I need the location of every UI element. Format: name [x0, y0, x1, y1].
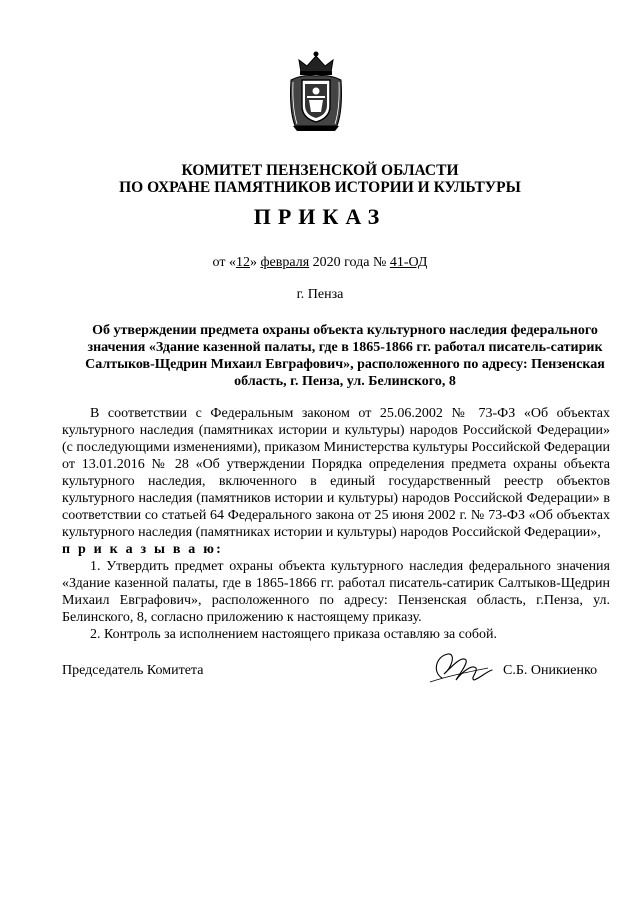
order-date-number	[0, 255, 640, 271]
date-month: февраля	[260, 255, 310, 270]
order-item-2: 2. Контроль за исполнением настоящего приказа оставляю за собой.	[90, 627, 498, 642]
order-number: 41-ОД	[389, 255, 428, 270]
signatory-name: С.Б. Оникиенко	[503, 663, 598, 678]
coat-of-arms-emblem	[285, 50, 347, 132]
city-name: г. Пенза	[296, 287, 344, 302]
organization-name-line2: ПО ОХРАНЕ ПАМЯТНИКОВ ИСТОРИИ И КУЛЬТУРЫ	[119, 179, 521, 196]
date-day: 12	[235, 255, 250, 270]
organization-name-line1: КОМИТЕТ ПЕНЗЕНСКОЙ ОБЛАСТИ	[181, 162, 459, 179]
date-mid: »	[249, 255, 261, 270]
order-word: п р и к а з ы в а ю:	[62, 542, 223, 557]
date-year: 2020 года №	[309, 255, 390, 270]
order-subject: Об утверждении предмета охраны объекта культурного наследия федерального значения «Здание казенной палаты, где в 1865-1866 гг. работал писатель-сатирик Салтыков-Щедрин Михаил Евграфович», расположенного по адресу: Пензенская область, г. Пенза, ул. Белинского, 8	[85, 323, 605, 389]
order-item-1: 1. Утвердить предмет охраны объекта культурного наследия федерального значения «Здание казенной палаты, где в 1865-1866 гг. работал писатель-сатирик Салтыков-Щедрин Михаил Евграфович», расположенного по адресу: Пензенская область, г.Пенза, ул. Белинского, 8, согласно приложению к настоящему приказу.	[62, 559, 610, 625]
preamble-paragraph: В соответствии с Федеральным законом от 25.06.2002 № 73-ФЗ «Об объектах культурного наследия (памятниках истории и культуры) народов Российской Федерации» (с последующими изменениями), приказом Министерства культуры Российской Федерации от 13.01.2016 № 28 «Об утверждении Порядка определения предмета охраны объекта культурного наследия, включенного в единый государственный реестр объектов культурного наследия (памятников истории и культуры) народов Российской Федерации» в соответствии со статьей 64 Федерального закона от 25 июня 2002 г. № 73-ФЗ «Об объектах культурного наследия (памятниках истории и культуры) народов Российской Федерации»,	[62, 406, 610, 540]
order-body	[62, 405, 610, 643]
document-type-title: ПРИКАЗ	[253, 204, 387, 229]
signatory-position: Председатель Комитета	[62, 663, 204, 678]
handwritten-signature	[428, 642, 498, 690]
date-prefix: от «	[212, 255, 236, 270]
